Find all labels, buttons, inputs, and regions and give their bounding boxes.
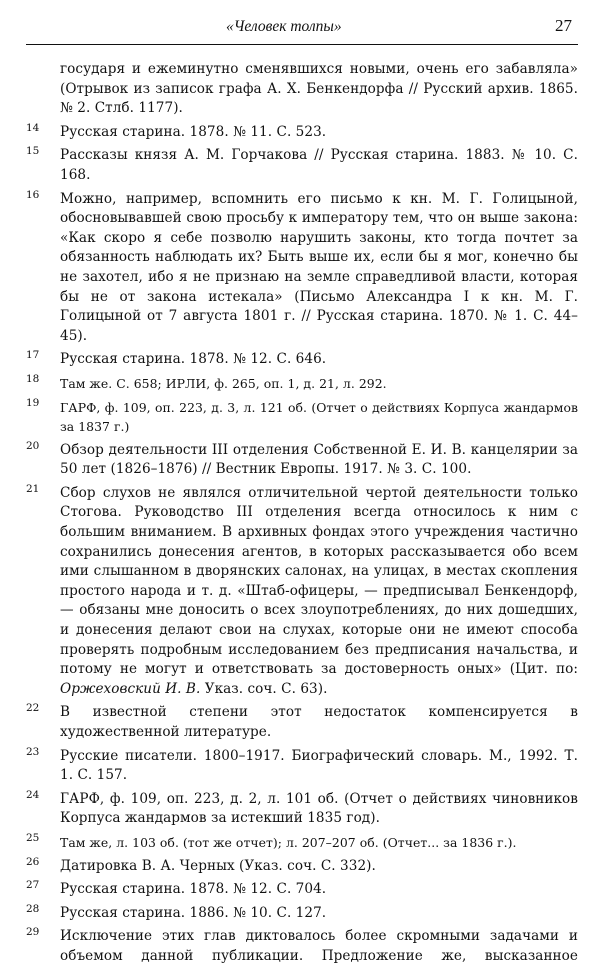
footnote-23 [26,747,578,786]
footnote-text: Там же, л. 103 об. (тот же отчет); л. 207–207 об. (Отчет... за 1836 г.). [60,834,517,850]
footnote-18 [26,374,578,394]
footnote-text: Исключение этих глав диктовалось более скромными задачами и объемом данной публикации. Предложение же, высказанное [60,928,578,964]
running-header [26,18,576,42]
footnote-text: Русская старина. 1878. № 11. С. 523. [60,123,327,140]
header-rule [26,44,578,45]
footnote-number: 21 [26,482,40,495]
footnote-27 [26,880,578,900]
footnote-15 [26,146,578,185]
footnote-16 [26,190,578,347]
footnote-text [60,484,578,700]
footnote-29 [26,927,578,966]
footnote-number: 17 [26,349,40,362]
footnote-number: 20 [26,439,40,452]
footnote-number: 14 [26,121,40,134]
footnote-text: ГАРФ, ф. 109, оп. 223, д. 3, л. 121 об. (Отчет о действиях Корпуса жандармов за 1837 г.) [60,399,578,435]
footnote-text: Можно, например, вспомнить его письмо к кн. М. Г. Голицыной, обосновывавшей свою просьбу к императору тем, что он выше закона: «Как скоро я себе позволю нарушить законы, кто тогда почтет за обязанность наблюдать их? Быть выше их, если бы я мог, конечно бы не захотел, ибо я не признаю на земле справедливой власти, которая бы не от закона истекала» (Письмо Александра I к кн. М. Г. Голицыной от 7 августа 1801 г. // Русская старина. 1870. № 1. С. 44–45). [60,190,578,344]
footnote-24 [26,790,578,829]
footnote-text: Русская старина. 1878. № 12. С. 704. [60,881,327,898]
footnote-number: 19 [26,396,40,409]
footnote-text: Обзор деятельности III отделения Собственной Е. И. В. канцелярии за 50 лет (1826–1876) // Вестник Европы. 1917. № 3. С. 100. [60,441,578,478]
footnote-26 [26,857,578,877]
footnote-number: 18 [26,372,40,385]
footnote-number: 24 [26,788,40,801]
footnote-14 [26,123,578,143]
footnote-number: 23 [26,745,40,758]
footnote-text: Русские писатели. 1800–1917. Биографический словарь. М., 1992. Т. 1. С. 157. [60,747,578,784]
footnote-number: 28 [26,902,40,915]
footnote-continuation: государя и ежеминутно сменявшихся новыми, очень его забавляла» (Отрывок из записок графа А. Х. Бенкендорфа // Русский архив. 1865. № 2. Стлб. 1177). [60,61,578,117]
footnote-text: Там же. С. 658; ИРЛИ, ф. 265, оп. 1, д. 21, л. 292. [60,375,387,391]
running-title: «Человек толпы» [226,18,342,35]
footnote-28 [26,904,578,924]
footnote-number: 22 [26,702,40,715]
footnote-20 [26,441,578,480]
footnote-number: 29 [26,926,40,939]
footnote-17 [26,350,578,370]
footnote-text: ГАРФ, ф. 109, оп. 223, д. 2, л. 101 об. (Отчет о действиях чиновников Корпуса жандармов за истекший 1835 год). [60,790,578,827]
footnote-text: Русская старина. 1886. № 10. С. 127. [60,904,327,921]
footnote-22 [26,703,578,742]
footnote-number: 26 [26,855,40,868]
footnote-25 [26,833,578,853]
footnote-19 [26,398,578,437]
cited-author: Оржеховский И. В. [60,680,201,697]
footnote-text: В известной степени этот недостаток компенсируется в художественной литературе. [60,704,578,740]
footnote-text-part: Сбор слухов не являлся отличительной чертой деятельности только Стогова. Руководство III отделения всегда относилось к ним с большим вниманием. В архивных фондах этого учреждения частично сохранились донесения агентов, в которых рассказывается обо всем ими слышанном в дворянских салонах, на улицах, в местах скопления простого народа и т. д. «Штаб-офицеры, — предписывал Бенкендорф, — обязаны мне доносить о всех злоупотреблениях, до них дошедших, и донесения делают свои на слухах, которые они не имеют способа проверять подробным исследованием без предписания начальства, и потому не могут и ответствовать за достоверность оных» (Цит. по: [60,484,578,678]
footnote-text: Русская старина. 1878. № 12. С. 646. [60,351,327,368]
footnote-number: 27 [26,879,40,892]
footnote-text: Рассказы князя А. М. Горчакова // Русская старина. 1883. № 10. С. 168. [60,147,578,183]
footnote-text: Датировка В. А. Черных (Указ. соч. С. 332). [60,857,376,874]
footnote-21 [26,484,578,700]
footnotes [26,60,578,971]
footnote-number: 16 [26,188,40,201]
page-number: 27 [555,16,572,35]
footnote-number: 15 [26,145,40,158]
footnote-text-part: Указ. соч. С. 63). [200,680,328,697]
footnote-number: 25 [26,831,40,844]
